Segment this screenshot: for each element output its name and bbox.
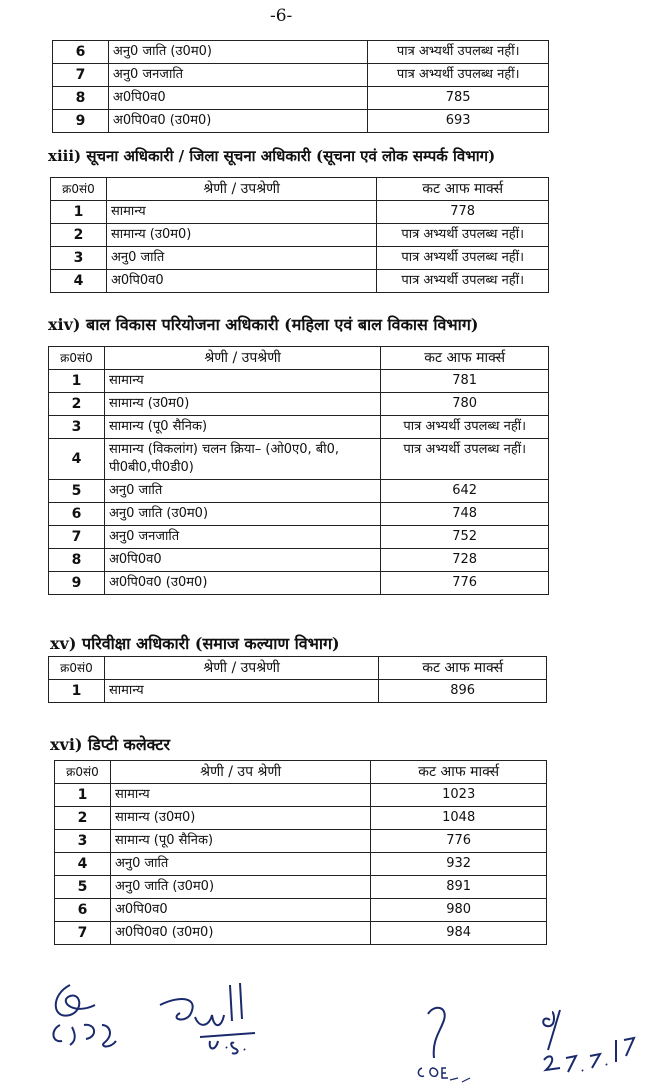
serial-number: 3	[49, 416, 105, 439]
category-cell: अ0पि0व0	[110, 899, 370, 922]
table-row	[49, 370, 549, 393]
header-category: श्रेणी / उप श्रेणी	[110, 761, 370, 784]
table-row	[49, 549, 549, 572]
header-marks: कट आफ मार्क्स	[377, 178, 549, 201]
marks-cell: पात्र अभ्यर्थी उपलब्ध नहीं।	[377, 270, 549, 293]
header-category: श्रेणी / उपश्रेणी	[104, 347, 380, 370]
category-cell: अ0पि0व0	[104, 549, 380, 572]
table-continued	[52, 40, 549, 133]
category-cell: सामान्य (उ0म0)	[110, 807, 370, 830]
category-cell: सामान्य	[106, 201, 376, 224]
marks-cell: 776	[371, 830, 547, 853]
header-category: श्रेणी / उपश्रेणी	[104, 657, 378, 680]
table-header-row	[49, 657, 547, 680]
table-row	[51, 224, 549, 247]
table-row	[55, 922, 547, 945]
category-cell: अनु0 जाति (उ0म0)	[110, 876, 370, 899]
signature-under-secretary	[150, 975, 270, 1055]
serial-number: 1	[55, 784, 111, 807]
serial-number: 9	[53, 110, 109, 133]
marks-cell: 980	[371, 899, 547, 922]
marks-cell: 780	[381, 393, 549, 416]
table-row	[49, 439, 549, 480]
table-xiii	[50, 177, 549, 293]
marks-cell: पात्र अभ्यर्थी उपलब्ध नहीं।	[377, 224, 549, 247]
table-row	[55, 784, 547, 807]
marks-cell: 1048	[371, 807, 547, 830]
table-row	[49, 480, 549, 503]
table-row	[55, 830, 547, 853]
serial-number: 5	[55, 876, 111, 899]
category-cell: अ0पि0व0 (उ0म0)	[108, 110, 367, 133]
marks-cell: पात्र अभ्यर्थी उपलब्ध नहीं।	[381, 416, 549, 439]
table-row	[49, 503, 549, 526]
serial-number: 6	[53, 41, 109, 64]
table-xvi	[54, 760, 547, 945]
serial-number: 3	[51, 247, 107, 270]
table-row	[55, 807, 547, 830]
table-header-row	[51, 178, 549, 201]
marks-cell: 932	[371, 853, 547, 876]
header-marks: कट आफ मार्क्स	[381, 347, 549, 370]
header-serial: क्र0सं0	[55, 761, 111, 784]
serial-number: 2	[55, 807, 111, 830]
category-cell: सामान्य	[104, 680, 378, 703]
table-row	[51, 247, 549, 270]
serial-number: 5	[49, 480, 105, 503]
serial-number: 4	[49, 439, 105, 480]
category-cell: सामान्य (उ0म0)	[104, 393, 380, 416]
table-row	[53, 64, 549, 87]
serial-number: 2	[51, 224, 107, 247]
serial-number: 9	[49, 572, 105, 595]
serial-number: 7	[53, 64, 109, 87]
marks-cell: 776	[381, 572, 549, 595]
marks-cell: पात्र अभ्यर्थी उपलब्ध नहीं।	[377, 247, 549, 270]
signature-date	[530, 1000, 645, 1080]
marks-cell: 728	[381, 549, 549, 572]
table-row	[53, 41, 549, 64]
serial-number: 4	[51, 270, 107, 293]
table-row	[49, 526, 549, 549]
category-cell: अ0पि0व0 (उ0म0)	[110, 922, 370, 945]
header-serial: क्र0सं0	[49, 657, 105, 680]
table-row	[49, 416, 549, 439]
table-xiv	[48, 346, 549, 595]
header-marks: कट आफ मार्क्स	[379, 657, 547, 680]
category-cell: अनु0 जनजाति	[104, 526, 380, 549]
table-header-row	[55, 761, 547, 784]
category-cell: सामान्य	[104, 370, 380, 393]
serial-number: 1	[49, 370, 105, 393]
table-row	[49, 680, 547, 703]
category-cell: अनु0 जनजाति	[108, 64, 367, 87]
table-row	[49, 572, 549, 595]
marks-cell: पात्र अभ्यर्थी उपलब्ध नहीं।	[381, 439, 549, 480]
section-title-xvi: xvi) डिप्टी कलेक्टर	[50, 735, 171, 754]
table-row	[49, 393, 549, 416]
section-title-xiv: xiv) बाल विकास परियोजना अधिकारी (महिला एवं बाल विकास विभाग)	[48, 315, 479, 334]
serial-number: 3	[55, 830, 111, 853]
section-title-xiii: xiii) सूचना अधिकारी / जिला सूचना अधिकारी (सूचना एवं लोक सम्पर्क विभाग)	[48, 147, 496, 165]
category-cell: अ0पि0व0	[108, 87, 367, 110]
marks-cell: 896	[379, 680, 547, 703]
serial-number: 6	[55, 899, 111, 922]
category-cell: अनु0 जाति (उ0म0)	[108, 41, 367, 64]
header-serial: क्र0सं0	[49, 347, 105, 370]
marks-cell: 984	[371, 922, 547, 945]
serial-number: 8	[53, 87, 109, 110]
serial-number: 1	[51, 201, 107, 224]
table-xv	[48, 656, 547, 703]
category-cell: अनु0 जाति	[104, 480, 380, 503]
table-header-row	[49, 347, 549, 370]
marks-cell: 748	[381, 503, 549, 526]
signature-coe	[410, 1000, 490, 1086]
category-cell: अ0पि0व0 (उ0म0)	[104, 572, 380, 595]
table-row	[51, 270, 549, 293]
table-row	[51, 201, 549, 224]
page-number: -6-	[270, 6, 293, 26]
serial-number: 2	[49, 393, 105, 416]
category-cell: अनु0 जाति (उ0म0)	[104, 503, 380, 526]
marks-cell: 1023	[371, 784, 547, 807]
marks-cell: 781	[381, 370, 549, 393]
signature-section-officer	[40, 975, 150, 1055]
table-row	[55, 899, 547, 922]
marks-cell: पात्र अभ्यर्थी उपलब्ध नहीं।	[368, 41, 549, 64]
section-title-xv: xv) परिवीक्षा अधिकारी (समाज कल्याण विभाग)	[50, 634, 340, 653]
serial-number: 8	[49, 549, 105, 572]
category-cell: अनु0 जाति	[110, 853, 370, 876]
serial-number: 6	[49, 503, 105, 526]
serial-number: 7	[55, 922, 111, 945]
category-cell: सामान्य (विकलांग) चलन क्रिया– (ओ0ए0, बी0, पी0बी0,पी0डी0)	[104, 439, 380, 480]
marks-cell: पात्र अभ्यर्थी उपलब्ध नहीं।	[368, 64, 549, 87]
category-cell: सामान्य (पू0 सैनिक)	[104, 416, 380, 439]
marks-cell: 785	[368, 87, 549, 110]
category-cell: सामान्य	[110, 784, 370, 807]
table-row	[55, 853, 547, 876]
serial-number: 1	[49, 680, 105, 703]
category-cell: अनु0 जाति	[106, 247, 376, 270]
category-cell: अ0पि0व0	[106, 270, 376, 293]
marks-cell: 778	[377, 201, 549, 224]
header-category: श्रेणी / उपश्रेणी	[106, 178, 376, 201]
marks-cell: 891	[371, 876, 547, 899]
marks-cell: 752	[381, 526, 549, 549]
header-marks: कट आफ मार्क्स	[371, 761, 547, 784]
category-cell: सामान्य (पू0 सैनिक)	[110, 830, 370, 853]
header-serial: क्र0सं0	[51, 178, 107, 201]
table-row	[53, 110, 549, 133]
marks-cell: 693	[368, 110, 549, 133]
marks-cell: 642	[381, 480, 549, 503]
serial-number: 7	[49, 526, 105, 549]
category-cell: सामान्य (उ0म0)	[106, 224, 376, 247]
table-row	[53, 87, 549, 110]
serial-number: 4	[55, 853, 111, 876]
table-row	[55, 876, 547, 899]
